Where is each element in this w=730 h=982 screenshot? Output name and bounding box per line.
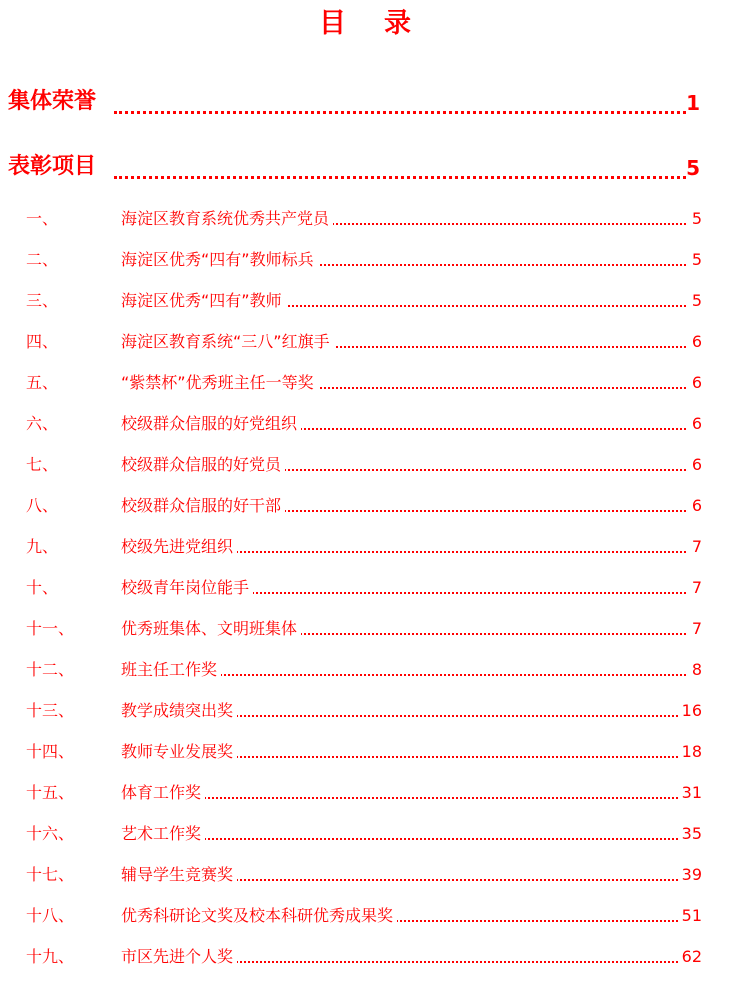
toc-item-number: 九、	[26, 537, 59, 556]
toc-item-label: 体育工作奖	[121, 783, 205, 803]
toc-item-page: 62	[678, 947, 702, 967]
toc-item-row[interactable]	[0, 245, 730, 275]
toc-item-label: 优秀班集体、文明班集体	[121, 619, 301, 639]
toc-item-number: 十六、	[26, 824, 75, 843]
toc-item-number: 十二、	[26, 660, 75, 679]
toc-item-number: 四、	[26, 332, 59, 351]
toc-item-number: 十四、	[26, 742, 75, 761]
toc-item-page: 35	[678, 824, 702, 844]
dot-leader	[121, 838, 690, 840]
toc-item-number: 五、	[26, 373, 59, 392]
toc-item-label: 海淀区教育系统优秀共产党员	[121, 209, 333, 229]
toc-item-label: 校级群众信服的好党员	[121, 455, 285, 475]
toc-item-number: 八、	[26, 496, 59, 515]
toc-item-number: 十八、	[26, 906, 75, 925]
toc-item-row[interactable]	[0, 655, 730, 685]
toc-item-number: 十五、	[26, 783, 75, 802]
toc-item-page: 5	[688, 250, 702, 270]
toc-item-row[interactable]	[0, 327, 730, 357]
toc-item-row[interactable]	[0, 450, 730, 480]
toc-item-label: 教学成绩突出奖	[121, 701, 237, 721]
toc-section-row[interactable]	[0, 149, 730, 185]
toc-item-page: 18	[678, 742, 702, 762]
toc-item-number: 二、	[26, 250, 59, 269]
toc-item-page: 7	[688, 578, 702, 598]
toc-item-row[interactable]	[0, 819, 730, 849]
toc-item-number: 六、	[26, 414, 59, 433]
toc-item-row[interactable]	[0, 901, 730, 931]
toc-item-number: 七、	[26, 455, 59, 474]
toc-item-page: 5	[688, 291, 702, 311]
toc-item-page: 5	[688, 209, 702, 229]
toc-section-page: 1	[686, 91, 700, 115]
toc-item-number: 十三、	[26, 701, 75, 720]
toc-section-row[interactable]	[0, 84, 730, 120]
toc-item-page: 16	[678, 701, 702, 721]
toc-item-page: 6	[688, 414, 702, 434]
toc-item-label: 校级先进党组织	[121, 537, 237, 557]
toc-item-page: 7	[688, 537, 702, 557]
toc-section-label: 集体荣誉	[8, 89, 97, 114]
toc-section-page: 5	[686, 156, 700, 180]
toc-item-label: 海淀区优秀“四有”教师	[121, 291, 286, 311]
toc-item-page: 51	[678, 906, 702, 926]
toc-item-page: 6	[688, 373, 702, 393]
toc-item-page: 6	[688, 332, 702, 352]
toc-item-label: 海淀区优秀“四有”教师标兵	[121, 250, 318, 270]
dot-leader	[114, 176, 686, 179]
toc-item-label: 教师专业发展奖	[121, 742, 237, 762]
toc-item-label: “紫禁杯”优秀班主任一等奖	[121, 373, 318, 393]
toc-item-row[interactable]	[0, 696, 730, 726]
dot-leader	[114, 111, 686, 114]
toc-item-row[interactable]	[0, 942, 730, 972]
toc-item-row[interactable]	[0, 286, 730, 316]
toc-item-page: 6	[688, 496, 702, 516]
toc-title: 目录	[319, 8, 449, 39]
toc-item-label: 市区先进个人奖	[121, 947, 237, 967]
toc-item-number: 三、	[26, 291, 59, 310]
toc-item-row[interactable]	[0, 778, 730, 808]
toc-item-row[interactable]	[0, 860, 730, 890]
toc-item-label: 海淀区教育系统“三八”红旗手	[121, 332, 334, 352]
toc-item-label: 优秀科研论文奖及校本科研优秀成果奖	[121, 906, 397, 926]
toc-item-row[interactable]	[0, 491, 730, 521]
toc-item-label: 辅导学生竞赛奖	[121, 865, 237, 885]
toc-item-number: 十、	[26, 578, 59, 597]
toc-item-label: 校级青年岗位能手	[121, 578, 253, 598]
toc-item-label: 校级群众信服的好干部	[121, 496, 285, 516]
dot-leader	[121, 797, 690, 799]
toc-section-label: 表彰项目	[8, 154, 97, 179]
toc-item-number: 十七、	[26, 865, 75, 884]
toc-item-page: 39	[678, 865, 702, 885]
toc-item-page: 7	[688, 619, 702, 639]
toc-item-number: 十一、	[26, 619, 75, 638]
toc-item-row[interactable]	[0, 737, 730, 767]
toc-item-number: 十九、	[26, 947, 75, 966]
toc-item-label: 校级群众信服的好党组织	[121, 414, 301, 434]
toc-item-number: 一、	[26, 209, 59, 228]
toc-item-page: 8	[688, 660, 702, 680]
toc-item-row[interactable]	[0, 614, 730, 644]
toc-item-row[interactable]	[0, 532, 730, 562]
toc-item-label: 班主任工作奖	[121, 660, 221, 680]
toc-item-row[interactable]	[0, 573, 730, 603]
toc-item-row[interactable]	[0, 368, 730, 398]
toc-item-row[interactable]	[0, 204, 730, 234]
toc-item-page: 6	[688, 455, 702, 475]
toc-item-row[interactable]	[0, 409, 730, 439]
toc-item-page: 31	[678, 783, 702, 803]
toc-item-label: 艺术工作奖	[121, 824, 205, 844]
